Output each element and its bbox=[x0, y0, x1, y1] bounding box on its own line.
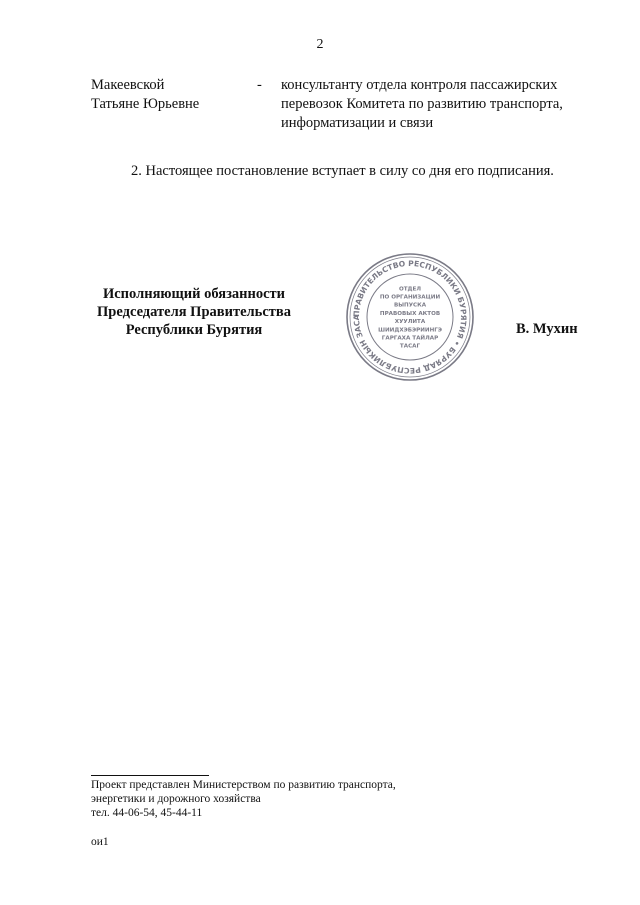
recipient-name-line: Татьяне Юрьевне bbox=[91, 96, 200, 112]
seal-graphic bbox=[344, 251, 476, 383]
seal-inner-line: ТАСАГ bbox=[399, 343, 421, 350]
recipient-role-line: перевозок Комитета по развитию транспорта, bbox=[281, 96, 563, 112]
footer-line: энергетики и дорожного хозяйства bbox=[91, 793, 261, 805]
seal-inner-line: ХУУЛИТА bbox=[394, 319, 426, 326]
page-number: 2 bbox=[316, 37, 324, 52]
recipient-role-line: консультанту отдела контроля пассажирских bbox=[281, 77, 558, 93]
signatory-title-line: Председателя Правительства bbox=[97, 304, 291, 320]
footer-divider bbox=[91, 775, 209, 776]
seal-inner-line: ШИИДХЭБЭРИИНГЭ bbox=[378, 327, 442, 334]
official-seal-stamp bbox=[344, 251, 476, 383]
seal-outer-inner-ring bbox=[350, 257, 470, 377]
footer-line: тел. 44-06-54, 45-44-11 bbox=[91, 807, 203, 819]
recipient-name-line: Макеевской bbox=[91, 77, 165, 93]
recipient-name bbox=[91, 76, 251, 114]
seal-inner-line: ВЫПУСКА bbox=[393, 302, 427, 309]
document-code: ои1 bbox=[91, 836, 109, 848]
recipient-role-line: информатизации и связи bbox=[281, 115, 434, 131]
clause-2: 2. Настоящее постановление вступает в силу со дня его подписания. bbox=[131, 163, 554, 179]
seal-ring-textpath: ПРАВИТЕЛЬСТВО РЕСПУБЛИКИ БУРЯТИЯ • БУРЯАД РЕСПУБЛИКЫН ЗАСА bbox=[351, 258, 469, 376]
signatory-title bbox=[80, 285, 308, 339]
footer-line: Проект представлен Министерством по развитию транспорта, bbox=[91, 779, 396, 791]
seal-inner-line: ПО ОРГАНИЗАЦИИ bbox=[379, 294, 441, 301]
seal-inner-text bbox=[378, 286, 442, 349]
recipient-role bbox=[281, 76, 577, 133]
seal-inner-line: ГАРГАХА ТАЙЛАР bbox=[381, 335, 439, 342]
seal-inner-line: ОТДЕЛ bbox=[398, 286, 422, 293]
seal-outer-ring bbox=[347, 254, 473, 380]
footer-note bbox=[91, 778, 511, 820]
signatory-name: В. Мухин bbox=[516, 321, 578, 337]
signatory-title-line: Республики Бурятия bbox=[125, 322, 263, 338]
recipient-dash: - bbox=[257, 77, 262, 93]
seal-inner-line: ПРАВОВЫХ АКТОВ bbox=[379, 310, 441, 317]
signatory-title-line: Исполняющий обязанности bbox=[102, 286, 286, 302]
